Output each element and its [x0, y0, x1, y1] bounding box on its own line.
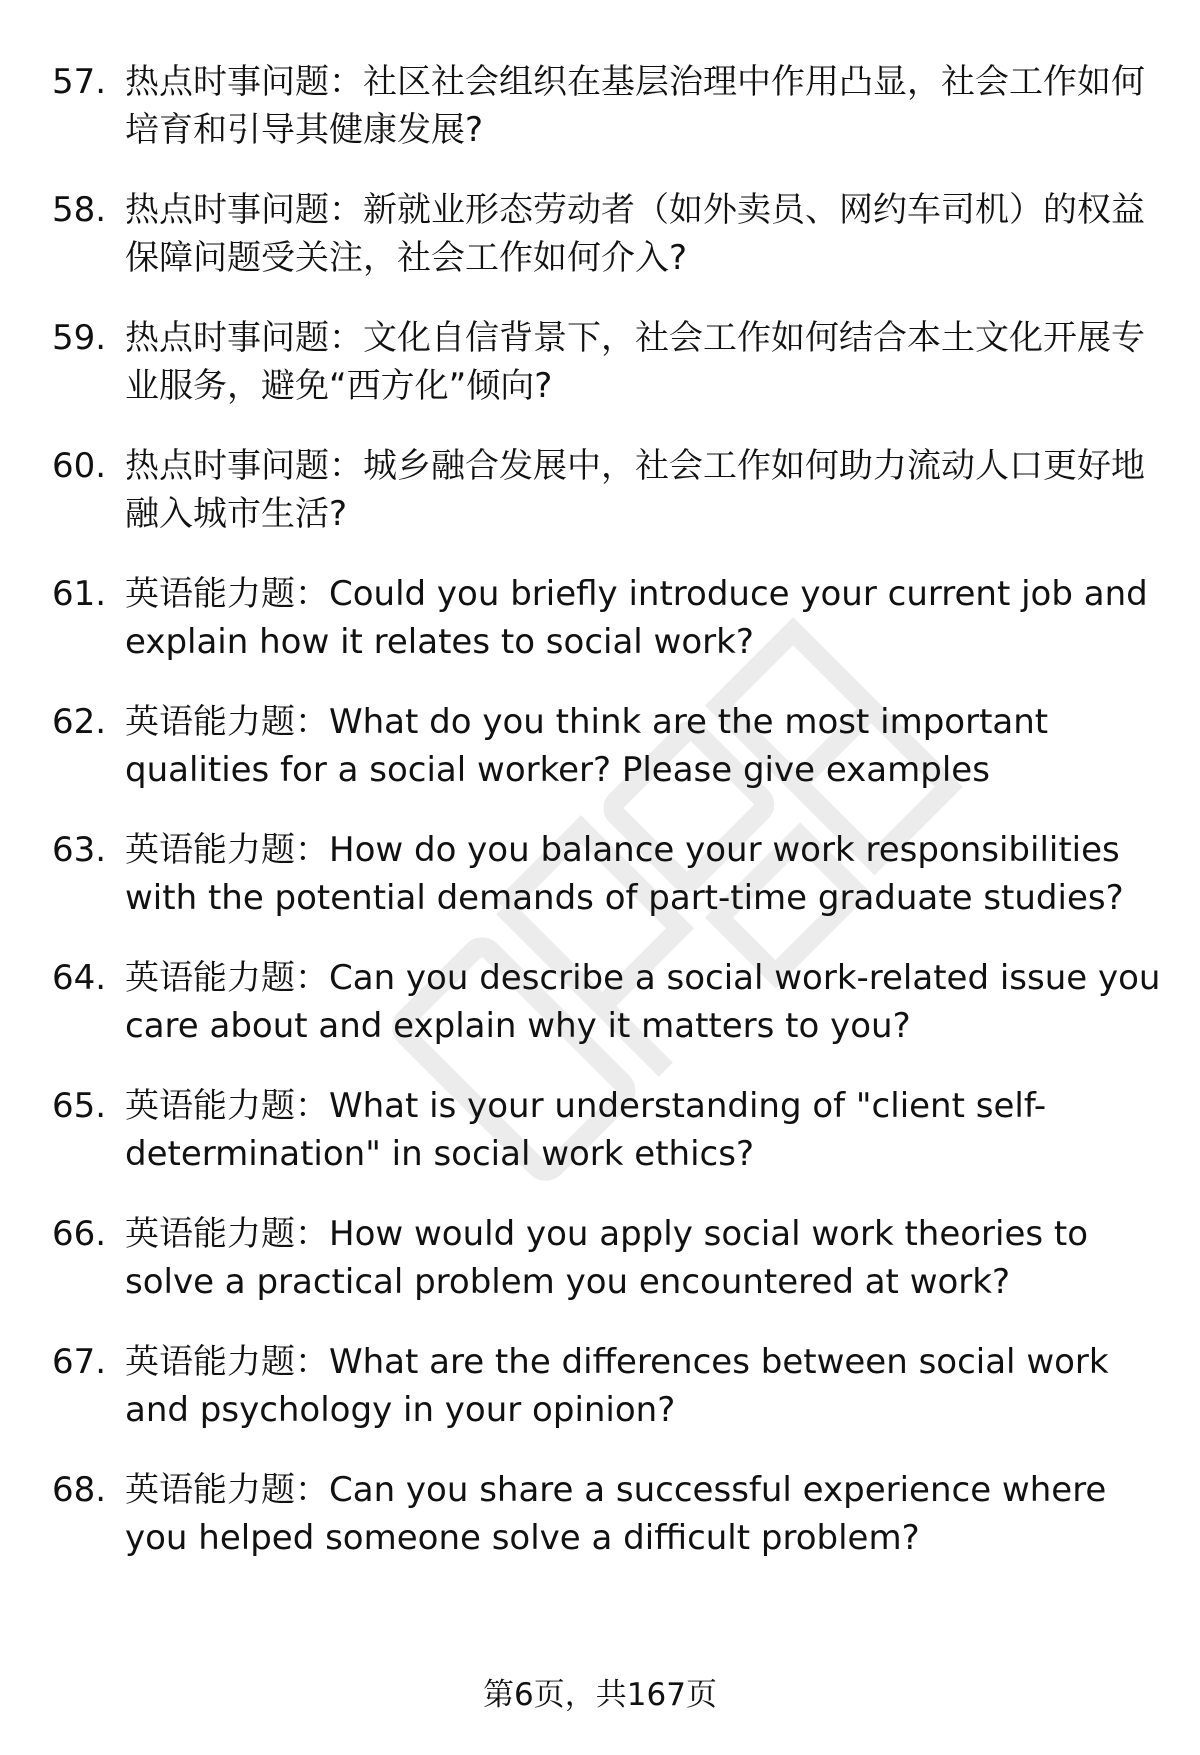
question-item-66: [52, 1210, 1162, 1306]
question-item-68: [52, 1466, 1162, 1562]
question-category: 热点时事问题：: [125, 190, 363, 230]
question-number: 68.: [52, 1470, 107, 1510]
question-category: 英语能力题：: [125, 1470, 329, 1510]
question-body: [125, 1082, 1162, 1178]
question-text: What is your understanding of "client self-determination" in social work ethics?: [125, 1086, 1047, 1174]
question-category: 英语能力题：: [125, 1214, 329, 1254]
question-number: 65.: [52, 1086, 107, 1126]
question-category: 英语能力题：: [125, 574, 329, 614]
question-category: 英语能力题：: [125, 1086, 329, 1126]
question-number: 64.: [52, 958, 107, 998]
question-body: [125, 954, 1162, 1050]
question-category: 热点时事问题：: [125, 446, 363, 486]
question-number: 63.: [52, 830, 107, 870]
question-text: Can you describe a social work-related issue you care about and explain why it matters to you?: [125, 958, 1161, 1046]
question-text: What are the differences between social work and psychology in your opinion?: [125, 1342, 1109, 1430]
question-number: 57.: [52, 62, 107, 102]
question-text: 社区社会组织在基层治理中作用凸显，社会工作如何培育和引导其健康发展?: [125, 62, 1145, 150]
question-category: 英语能力题：: [125, 702, 329, 742]
question-text: What do you think are the most important qualities for a social worker? Please give examples: [125, 702, 1049, 790]
question-body: [125, 698, 1162, 794]
question-body: [125, 570, 1162, 666]
question-category: 英语能力题：: [125, 1342, 329, 1382]
question-text: Can you share a successful experience where you helped someone solve a difficult problem?: [125, 1470, 1107, 1558]
question-body: [125, 1466, 1162, 1562]
question-body: [125, 1210, 1162, 1306]
question-text: 文化自信背景下，社会工作如何结合本土文化开展专业服务，避免“西方化”倾向?: [125, 318, 1145, 406]
question-category: 热点时事问题：: [125, 62, 363, 102]
question-item-67: [52, 1338, 1162, 1434]
question-number: 61.: [52, 574, 107, 614]
question-text: 新就业形态劳动者（如外卖员、网约车司机）的权益保障问题受关注，社会工作如何介入?: [125, 190, 1145, 278]
question-category: 英语能力题：: [125, 830, 329, 870]
question-category: 英语能力题：: [125, 958, 329, 998]
question-number: 62.: [52, 702, 107, 742]
question-body: [125, 58, 1162, 154]
question-number: 60.: [52, 446, 107, 486]
question-item-63: [52, 826, 1162, 922]
question-body: [125, 314, 1162, 410]
question-item-59: [52, 314, 1162, 410]
question-item-58: [52, 186, 1162, 282]
question-body: [125, 186, 1162, 282]
question-body: [125, 826, 1162, 922]
question-body: [125, 442, 1162, 538]
question-text: 城乡融合发展中，社会工作如何助力流动人口更好地融入城市生活?: [125, 446, 1145, 534]
question-body: [125, 1338, 1162, 1434]
question-item-57: [52, 58, 1162, 154]
question-text: Could you briefly introduce your current job and explain how it relates to social work?: [125, 574, 1148, 662]
question-item-60: [52, 442, 1162, 538]
question-item-62: [52, 698, 1162, 794]
question-item-65: [52, 1082, 1162, 1178]
question-category: 热点时事问题：: [125, 318, 363, 358]
question-number: 67.: [52, 1342, 107, 1382]
question-text: How do you balance your work responsibilities with the potential demands of part-time graduate studies?: [125, 830, 1124, 918]
page-indicator: 第6页，共167页: [483, 1677, 717, 1713]
question-list: [52, 58, 1162, 1594]
question-item-61: [52, 570, 1162, 666]
question-item-64: [52, 954, 1162, 1050]
question-number: 59.: [52, 318, 107, 358]
question-text: How would you apply social work theories to solve a practical problem you encountered at work?: [125, 1214, 1089, 1302]
question-number: 66.: [52, 1214, 107, 1254]
question-number: 58.: [52, 190, 107, 230]
